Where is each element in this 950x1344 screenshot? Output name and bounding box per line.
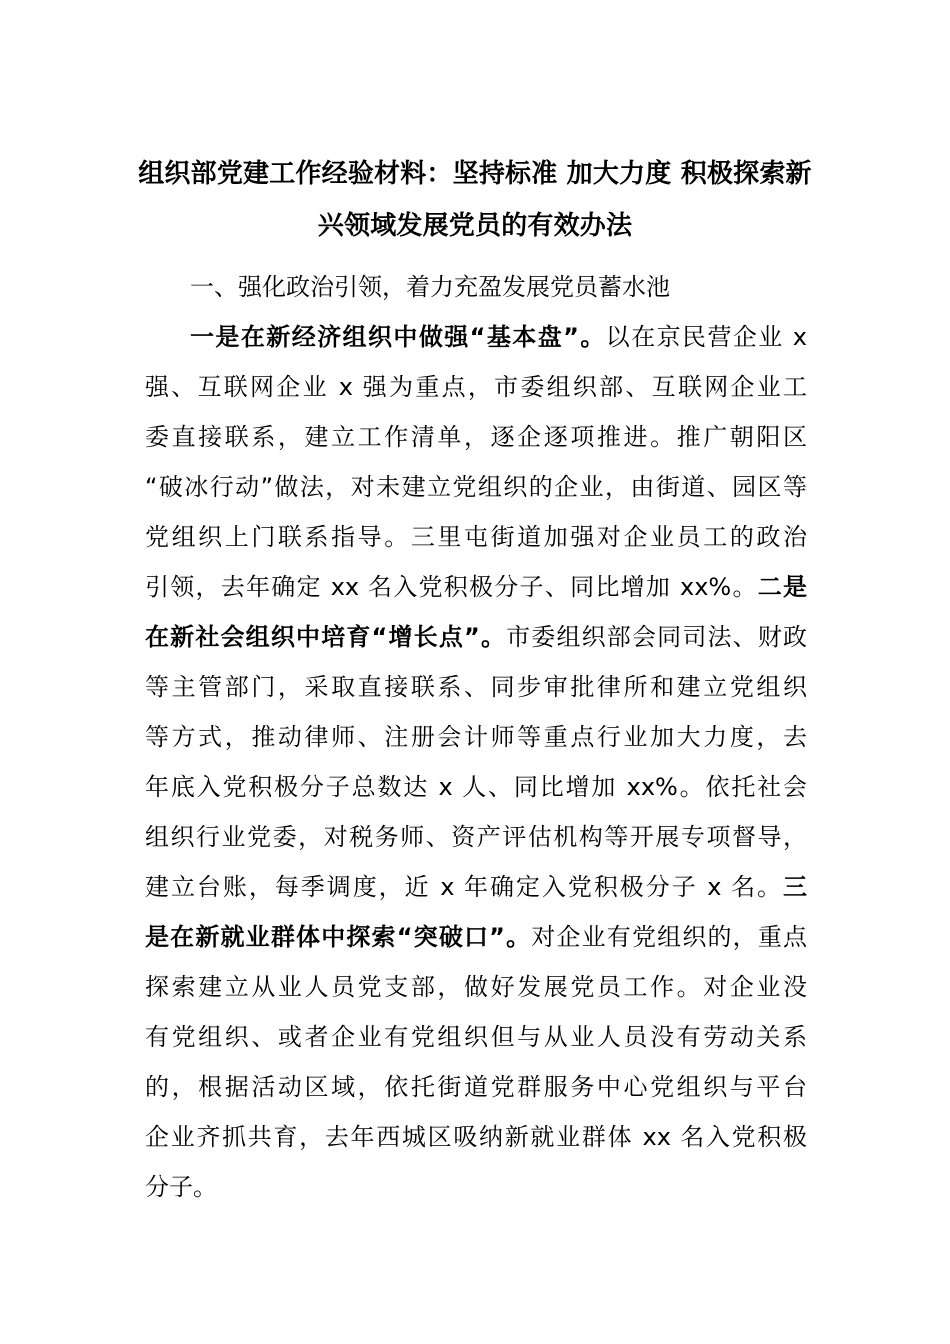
line-text: 对企业有党组织的，重点 [531, 923, 808, 951]
line-text: 引领，去年确定 xx 名入党积极分子、同比增加 xx%。 [145, 573, 758, 601]
paragraph-line: 年底入党积极分子总数达 x 人、同比增加 xx%。依托社会 [145, 773, 807, 801]
bold-lead-phrase: 是在新就业群体中探索“突破口”。 [145, 923, 532, 951]
paragraph-line [145, 312, 807, 362]
paragraph-line: 等方式，推动律师、注册会计师等重点行业加大力度，去 [145, 723, 807, 751]
title-line-2: 兴领域发展党员的有效办法 [317, 211, 633, 241]
paragraph-line: 强、互联网企业 x 强为重点，市委组织部、互联网企业工 [145, 373, 807, 401]
bold-lead-phrase: 在新社会组织中培育“增长点”。 [145, 623, 507, 651]
line-text: 建立台账，每季调度，近 x 年确定入党积极分子 x 名。 [145, 873, 783, 901]
body-paragraph [145, 312, 807, 1212]
paragraph-line [145, 862, 807, 912]
paragraph-line [145, 612, 807, 662]
section-heading: 一、强化政治引领，着力充盈发展党员蓄水池 [190, 273, 670, 301]
paragraph-line: 的，根据活动区域，依托街道党群服务中心党组织与平台 [145, 1073, 807, 1101]
paragraph-line: 组织行业党委，对税务师、资产评估机构等开展专项督导， [145, 823, 807, 851]
document-title [118, 148, 832, 252]
paragraph-line: “破冰行动”做法，对未建立党组织的企业，由街道、园区等 [145, 473, 807, 501]
bold-lead-phrase: 三 [783, 873, 807, 901]
paragraph-line: 党组织上门联系指导。三里屯街道加强对企业员工的政治 [145, 523, 807, 551]
paragraph-line [145, 912, 807, 962]
paragraph-line: 委直接联系，建立工作清单，逐企逐项推进。推广朝阳区 [145, 423, 807, 451]
line-text: 市委组织部会同司法、财政 [506, 623, 808, 651]
paragraph-line: 企业齐抓共育，去年西城区吸纳新就业群体 xx 名入党积极 [145, 1123, 807, 1151]
title-line-1: 组织部党建工作经验材料：坚持标准 加大力度 积极探索新 [138, 159, 812, 189]
bold-lead-phrase: 一是在新经济组织中做强“基本盘”。 [190, 323, 606, 351]
paragraph-line: 分子。 [145, 1173, 217, 1201]
paragraph-line [145, 562, 807, 612]
paragraph-line: 探索建立从业人员党支部，做好发展党员工作。对企业没 [145, 973, 807, 1001]
bold-lead-phrase: 二是 [757, 573, 807, 601]
line-text: 以在京民营企业 x [605, 323, 807, 351]
paragraph-line: 等主管部门，采取直接联系、同步审批律所和建立党组织 [145, 673, 807, 701]
paragraph-line: 有党组织、或者企业有党组织但与从业人员没有劳动关系 [145, 1023, 807, 1051]
